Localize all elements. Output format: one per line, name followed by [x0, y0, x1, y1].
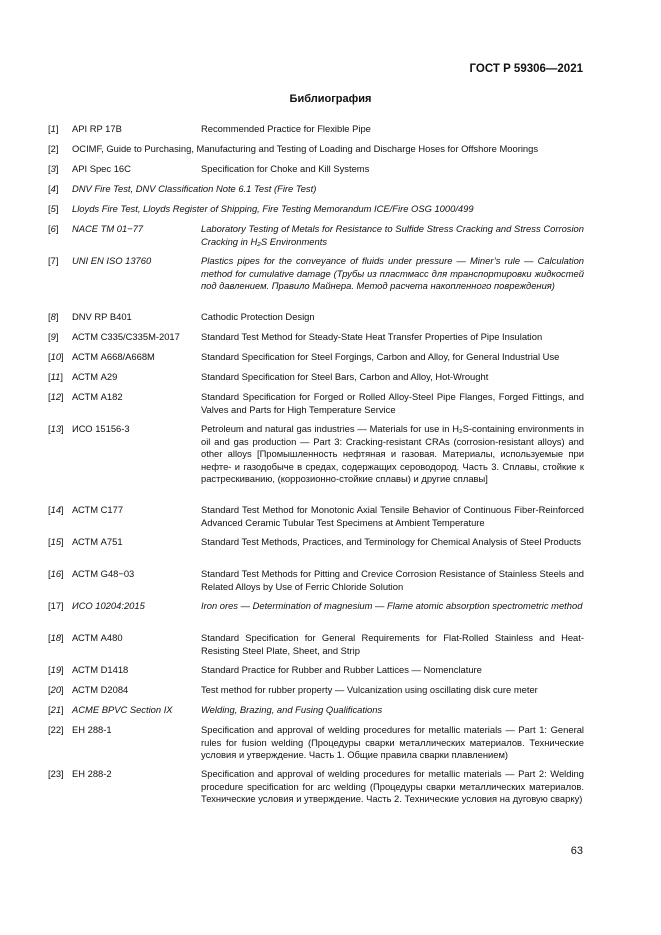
entry-number: [18]	[48, 632, 64, 643]
entry-full-text: OCIMF, Guide to Purchasing, Manufacturing and Testing of Loading and Discharge Hoses for Offshore Moorings	[72, 143, 539, 154]
entry-number: [4]	[48, 183, 59, 194]
entry-full-text: DNV Fire Test, DNV Classification Note 6.1 Test (Fire Test)	[72, 183, 317, 194]
entry-description: Standard Test Method for Steady-State Heat Transfer Properties of Pipe Insulation	[201, 331, 543, 342]
entry-description: Standard Specification for Forged or Rolled Alloy-Steel Pipe Flanges, Forged Fittings, and Valves and Parts for High Temperature Service	[201, 391, 584, 415]
entry-description: Standard Test Method for Monotonic Axial Tensile Behavior of Continuous Fiber-Reinforced Advanced Ceramic Tubular Test Specimens at Ambient Temperature	[201, 504, 584, 528]
entry-number: [21]	[48, 704, 64, 715]
entry-number: [6]	[48, 223, 59, 234]
entry-number: [7]	[48, 255, 59, 266]
entry-description: Iron ores — Determination of magnesium — Flame atomic absorption spectrometric method	[201, 600, 583, 611]
entry-code: ЕН 288-1	[72, 724, 112, 735]
entry-code: DNV RP B401	[72, 311, 132, 322]
entry-code: АСТМ D1418	[72, 664, 129, 675]
entry-code: АСТМ C177	[72, 504, 124, 515]
entry-code: АСТМ G48−03	[72, 568, 135, 579]
page-number: 63	[570, 845, 583, 857]
entry-number: [11]	[48, 371, 63, 382]
entry-number: [8]	[48, 311, 59, 322]
entry-code: АСТМ A480	[72, 632, 123, 643]
entry-number: [15]	[48, 536, 64, 547]
entry-description: Standard Test Methods, Practices, and Terminology for Chemical Analysis of Steel Products	[201, 536, 582, 547]
entry-number: [10]	[48, 351, 64, 362]
entry-code: АСТМ D2084	[72, 684, 129, 695]
entry-number: [9]	[48, 331, 59, 342]
entry-code: АСТМ A29	[72, 371, 118, 382]
entry-description: Standard Specification for Steel Bars, Carbon and Alloy, Hot-Wrought	[201, 371, 489, 382]
entry-description: Cathodic Protection Design	[201, 311, 315, 322]
page-title: Библиография	[289, 93, 372, 105]
entry-description: Test method for rubber property — Vulcanization using oscillating disk cure meter	[201, 684, 538, 695]
entry-description: Standard Specification for Steel Forgings, Carbon and Alloy, for General Industrial Use	[201, 351, 560, 362]
entry-number: [5]	[48, 203, 59, 214]
entry-code: АСТМ C335/C335M-2017	[72, 331, 180, 342]
entry-code: API Spec 16C	[72, 163, 131, 174]
entry-code: NACE TM 01−77	[72, 223, 144, 234]
entry-code: ИСО 15156-3	[72, 423, 130, 434]
entry-number: [2]	[48, 143, 59, 154]
entry-description: Petroleum and natural gas industries — Materials for use in H₂S-containing environments in oil and gas production — Part 3: Cracking-resistant CRAs (corrosion-resistant alloys) and other alloys [Промышленность нефтяная и газовая. Материалы, используемые при нефте- и газодобыче в средах, содержащих сероводород. Часть 3. Сплавы, стойкие к растрескиванию, (коррозионно-стойкие сплавы) и другие сплавы]	[201, 423, 584, 485]
entry-description: Welding, Brazing, and Fusing Qualifications	[201, 704, 383, 715]
entry-number: [22]	[48, 724, 64, 735]
entry-number: [20]	[48, 684, 64, 695]
entry-number: [14]	[48, 504, 64, 515]
entry-description: Standard Specification for General Requirements for Flat-Rolled Stainless and Heat-Resisting Steel Plate, Sheet, and Strip	[201, 632, 584, 656]
entry-number: [19]	[48, 664, 64, 675]
entry-code: АСТМ A182	[72, 391, 123, 402]
entry-number: [1]	[48, 123, 59, 134]
entry-number: [13]	[48, 423, 64, 434]
entry-number: [16]	[48, 568, 64, 579]
entry-code: АСТМ A668/A668M	[72, 351, 155, 362]
entry-number: [3]	[48, 163, 59, 174]
entry-description: Specification and approval of welding procedures for metallic materials — Part 1: General rules for fusion welding (Процедуры сварки металлических материалов. Технические условия и утверждение. Часть 1. Общие правила сварки плавлением)	[201, 724, 584, 761]
entry-code: UNI EN ISO 13760	[72, 255, 152, 266]
entry-code: ЕН 288-2	[72, 768, 112, 779]
entry-description: Specification and approval of welding procedures for metallic materials — Part 2: Welding procedure specification for arc welding (Процедуры сварки металлических материалов. Технические условия и утверждение. Часть 2. Технические условия на дуговую сварку)	[201, 768, 584, 805]
entry-number: [17]	[48, 600, 64, 611]
entry-code: API RP 17B	[72, 123, 122, 134]
entry-full-text: Lloyds Fire Test, Lloyds Register of Shipping, Fire Testing Memorandum ICE/Fire OSG 1000/499	[72, 203, 474, 214]
entry-description: Specification for Choke and Kill Systems	[201, 163, 370, 174]
entry-description: Laboratory Testing of Metals for Resistance to Sulfide Stress Cracking and Stress Corrosion Cracking in H₂S Environments	[201, 223, 584, 247]
entry-code: АСТМ A751	[72, 536, 123, 547]
entry-description: Plastics pipes for the conveyance of fluids under pressure — Miner’s rule — Calculation method for cumulative damage (Трубы из пластмасс для транспортировки жидкостей под давлением. Правило Майнера. Метод расчета накопленного повреждения)	[201, 255, 584, 292]
entry-code: ИСО 10204:2015	[72, 600, 145, 611]
entry-code: ACME BPVC Section IX	[72, 704, 173, 715]
entry-description: Standard Test Methods for Pitting and Crevice Corrosion Resistance of Stainless Steels and Related Alloys by Use of Ferric Chloride Solution	[201, 568, 584, 592]
entry-description: Recommended Practice for Flexible Pipe	[201, 123, 371, 134]
entry-number: [12]	[48, 391, 64, 402]
entry-description: Standard Practice for Rubber and Rubber Lattices — Nomenclature	[201, 664, 482, 675]
document-header-standard: ГОСТ Р 59306—2021	[469, 63, 583, 75]
entry-number: [23]	[48, 768, 64, 779]
